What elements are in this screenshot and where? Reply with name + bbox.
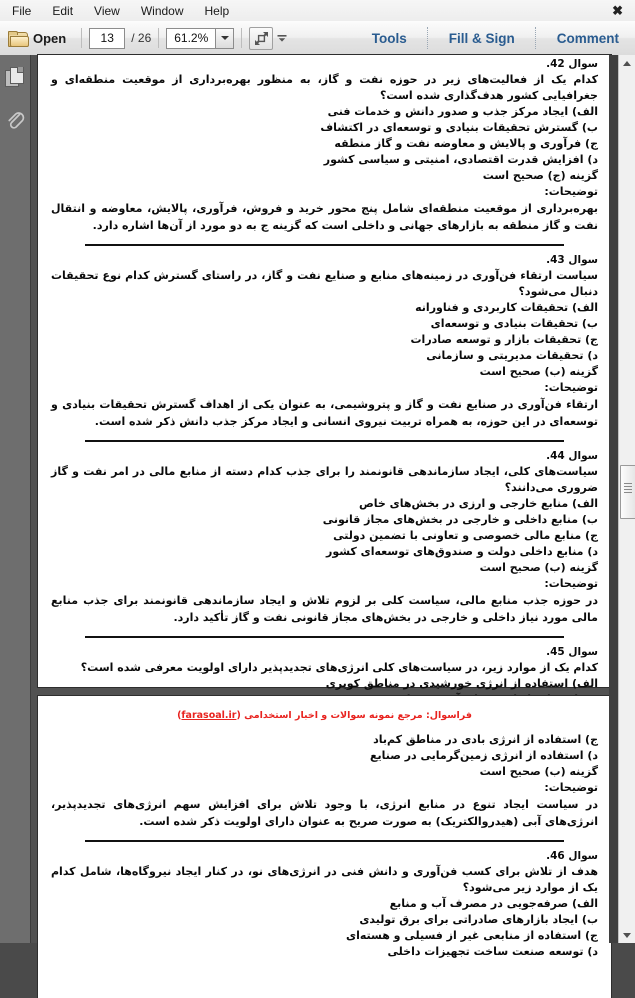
- question-divider: [85, 440, 564, 442]
- option-a: الف) صرفه‌جویی در مصرف آب و منابع: [389, 897, 598, 910]
- option-a: الف) تحقیقات کاربردی و فناورانه: [415, 301, 598, 314]
- menu-item-help[interactable]: Help: [204, 3, 230, 18]
- question-number: سوال 42.: [546, 58, 598, 70]
- answer-line: گزینه (ب) صحیح است: [479, 365, 598, 378]
- explanation-text: بهره‌برداری از موقعیت منطقه‌ای شامل پنج محور خرید و فروش، فرآوری، پالایش، معاوضه و انتقال نفت و گاز منطقه به بازارهای جهانی و داخلی است که گزینه ج به دو مورد از آن‌ها اشاره دارد.: [51, 202, 598, 232]
- menu-item-view[interactable]: View: [94, 3, 120, 18]
- toolbar-separator-1: [81, 28, 82, 48]
- zoom-level-input[interactable]: 61.2%: [166, 28, 215, 49]
- menu-bar: [0, 0, 635, 22]
- more-tools-button[interactable]: [273, 28, 291, 49]
- toolbar: [0, 21, 635, 56]
- scroll-up-arrow-icon: [623, 61, 631, 66]
- question-divider: [85, 244, 564, 246]
- document-viewport[interactable]: [31, 55, 619, 958]
- page-total-label: / 26: [131, 31, 152, 45]
- option-b: ب) گسترش تحقیقات بنیادی و توسعه‌ای در اکتشاف: [320, 121, 598, 134]
- answer-line: گزینه (ج) صحیح است: [482, 169, 598, 182]
- open-button-label: Open: [33, 30, 67, 46]
- option-c: ج) استفاده از منابعی غیر از فسیلی و هسته‌ای: [346, 929, 598, 942]
- scroll-thumb-grip-icon: [624, 486, 632, 487]
- watermark-link[interactable]: farasoal.ir: [181, 710, 237, 721]
- page-number-input[interactable]: 13: [89, 28, 125, 49]
- question-number: سوال 46.: [546, 850, 598, 862]
- question-block: [51, 447, 598, 630]
- vertical-scrollbar[interactable]: [618, 55, 635, 943]
- fit-page-button[interactable]: [249, 27, 273, 50]
- question-continuation-block: [51, 730, 598, 834]
- menu-item-window[interactable]: Window: [140, 3, 184, 18]
- option-c: ج) تحقیقات بازار و توسعه صادرات: [410, 333, 598, 346]
- watermark-suffix: ): [177, 710, 182, 721]
- question-divider: [85, 840, 564, 842]
- explanation-text: ارتقاء فن‌آوری در صنایع نفت و گاز و پتروشیمی، به عنوان یکی از اهداف گسترش تحقیقات بنیادی و توسعه‌ای در این حوزه، به همراه تربیت نیروی انسانی و ایجاد مرکز جذب دانش ذکر شده است.: [51, 398, 598, 428]
- explanation-text: در حوزه جذب منابع مالی، سیاست کلی بر لزوم تلاش و ایجاد سازماندهی قانونمند برای جذب منابع مالی مورد نیاز داخلی و خارجی در بخش‌های مجاز قانونی نفت و گاز تأکید دارد.: [51, 594, 598, 624]
- navigation-rail: [0, 55, 31, 943]
- question-block: [51, 251, 598, 434]
- pdf-page-content: [38, 696, 611, 964]
- scrollbar-gutter-edge: [609, 55, 618, 943]
- chevron-down-icon: [221, 36, 229, 40]
- scroll-down-arrow-icon: [623, 933, 631, 938]
- pdf-page: [38, 55, 611, 690]
- question-stem: هدف از تلاش برای کسب فن‌آوری و دانش فنی در انرژی‌های نو، در کنار ایجاد نیروگاه‌ها، شامل کدام یک از موارد زیر می‌شود؟: [51, 865, 598, 894]
- sidebar-item-page-thumbnails[interactable]: [0, 55, 30, 99]
- menu-item-edit[interactable]: Edit: [52, 3, 74, 18]
- fit-page-icon: [254, 31, 269, 46]
- option-b: ب) تحقیقات بنیادی و توسعه‌ای: [430, 317, 598, 330]
- option-a: الف) منابع خارجی و ارزی در بخش‌های خاص: [359, 497, 598, 510]
- question-stem: کدام یک از موارد زیر، در سیاست‌های کلی انرژی‌های تجدیدپذیر دارای اولویت معرفی شده است؟: [80, 661, 598, 674]
- option-d: د) تحقیقات مدیریتی و سازمانی: [426, 349, 598, 362]
- attachments-icon: [5, 110, 25, 132]
- question-number: سوال 45.: [546, 646, 598, 658]
- zoom-dropdown-button[interactable]: [215, 28, 234, 49]
- option-b: ب) ایجاد بازارهای صادراتی برای برق تولیدی: [359, 913, 598, 926]
- option-d: د) منابع داخلی دولت و صندوق‌های توسعه‌ای کشور: [326, 545, 598, 558]
- toolbar-separator-5: [535, 27, 537, 49]
- option-d: د) افزایش قدرت اقتصادی، امنیتی و سیاسی کشور: [323, 153, 598, 166]
- menu-item-file[interactable]: File: [12, 3, 32, 18]
- explanation-label: توضیحات:: [544, 381, 598, 394]
- page-thumbnails-icon: [5, 67, 25, 88]
- option-c: ج) فرآوری و پالایش و معاوضه نفت و گاز منطقه: [334, 137, 598, 150]
- option-c: ج) استفاده از انرژی بادی در مناطق کم‌باد: [373, 733, 598, 746]
- watermark-text: [51, 696, 598, 730]
- toolbar-right-group: [362, 27, 635, 49]
- toolbar-separator-4: [427, 27, 429, 49]
- toolbar-separator-2: [158, 28, 159, 48]
- option-d: د) استفاده از انرژی زمین‌گرمایی در صنایع: [369, 749, 598, 762]
- folder-open-icon: [8, 31, 27, 46]
- fill-and-sign-button[interactable]: Fill & Sign: [448, 30, 515, 46]
- option-b: ب) منابع داخلی و خارجی در بخش‌های مجاز قانونی: [322, 513, 598, 526]
- answer-line: گزینه (ب) صحیح است: [479, 765, 598, 778]
- question-stem: کدام یک از فعالیت‌های زیر در حوزه نفت و گاز، به منظور بهره‌برداری از موقعیت منطقه‌ای و جغرافیایی کشور هدف‌گذاری شده است؟: [51, 73, 598, 102]
- question-stem: سیاست ارتقاء فن‌آوری در زمینه‌های منابع و صنایع نفت و گاز، در راستای گسترش کدام نوع تحقیقات دنبال می‌شود؟: [51, 269, 598, 298]
- option-a: الف) استفاده از انرژی خورشیدی در مناطق کویری: [325, 677, 598, 690]
- scroll-up-button[interactable]: [619, 55, 635, 71]
- question-number: سوال 43.: [546, 254, 598, 266]
- pdf-page: [38, 696, 611, 998]
- answer-line: گزینه (ب) صحیح است: [479, 561, 598, 574]
- option-a: الف) ایجاد مرکز جذب و صدور دانش و خدمات فنی: [327, 105, 598, 118]
- explanation-text: در سیاست ایجاد تنوع در منابع انرژی، با وجود تلاش برای افزایش سهم انرژی‌های تجدیدپذیر، انرژی‌های آبی (هیدروالکتریک) به صورت صریح به عنوان دارای اولویت ذکر شده است.: [51, 798, 598, 828]
- question-number: سوال 44.: [546, 450, 598, 462]
- toolbar-separator-3: [241, 28, 242, 48]
- pdf-page-content: [38, 55, 611, 712]
- scroll-thumb[interactable]: [620, 465, 635, 519]
- tools-button[interactable]: Tools: [371, 30, 407, 46]
- option-c: ج) منابع مالی خصوصی و تعاونی با تضمین دولتی: [333, 529, 598, 542]
- scroll-down-button[interactable]: [619, 927, 635, 943]
- explanation-label: توضیحات:: [544, 185, 598, 198]
- explanation-label: توضیحات:: [544, 781, 598, 794]
- open-button[interactable]: [0, 24, 74, 52]
- sidebar-item-attachments[interactable]: [0, 99, 30, 143]
- watermark-prefix: فراسوال: مرجع نمونه سوالات و اخبار استخدامی (: [236, 710, 472, 721]
- question-divider: [85, 636, 564, 638]
- question-stem: سیاست‌های کلی، ایجاد سازماندهی قانونمند را برای جذب کدام دسته از منابع مالی در امر نفت و گاز ضروری می‌دانند؟: [51, 465, 598, 494]
- option-d: د) توسعه صنعت ساخت تجهیزات داخلی: [387, 945, 598, 958]
- comment-button[interactable]: Comment: [556, 30, 619, 46]
- explanation-label: توضیحات:: [544, 577, 598, 590]
- question-block: [51, 847, 598, 964]
- question-block: [51, 55, 598, 238]
- more-tools-icon: [276, 32, 288, 44]
- close-icon[interactable]: ✖: [612, 3, 623, 18]
